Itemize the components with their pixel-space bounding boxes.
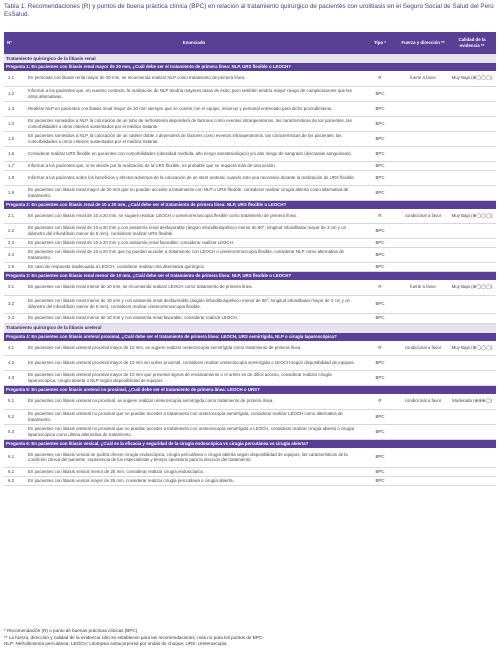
row-strength [398,131,448,146]
row-strength [398,239,448,248]
question-row [4,386,496,395]
row-statement: En pacientes con litiasis renal de 10 a 20 mm y con anatomía renal desfavorable (ángulo infundibulopélvico menor de 90°, longitud infundibular mayor de 3 cm y un diámetro del infundíbulo menor de 5 mm), considerar realizar URS flexible. [26,224,362,239]
row-strength: condicional a favor [398,394,448,409]
row-number: 2.2 [4,224,26,239]
row-number: 6.2 [4,468,26,477]
row-statement: En pacientes con litiasis renal de 10 a 20 mm, se sugiere realizar LEOCH o ureterorrenoscopia flexible como tratamiento de primera línea. [26,209,362,224]
table-row [4,371,496,386]
row-statement: Informar a los pacientes que, en nuestro contexto, la realización de NLP tendría mayores tasas de éxito, pero también tendría mayor riesgo de complicaciones que las otras alternativas. [26,86,362,101]
header-tipo: Tipo * [362,32,398,54]
row-quality [448,185,496,200]
row-statement: En pacientes con litiasis renal mayor de 20 mm que no puedan acceder a tratamiento con NLP o URS flexible, considerar realizar cirugía abierta como alternativa de tratamiento. [26,185,362,200]
table-row [4,161,496,170]
header-fuerza: Fuerza y dirección ** [398,32,448,54]
footnote-strength: ** La fuerza, dirección y calidad de la evidencia sólo se establecen para las recomendaciones, mas no para los puntos de BPC [4,634,263,640]
row-strength [398,116,448,131]
table-row [4,477,496,486]
row-quality [448,468,496,477]
row-strength [398,224,448,239]
row-quality [448,424,496,439]
row-strength [398,161,448,170]
row-strength [398,448,448,468]
row-quality [448,448,496,468]
question-row [4,333,496,341]
row-strength [398,371,448,386]
question-row [4,439,496,448]
row-quality [448,101,496,116]
table-row [4,170,496,185]
row-quality [448,313,496,323]
header-enunciado: Enunciado [26,32,362,54]
table-row [4,295,496,313]
row-number: 2.5 [4,263,26,272]
row-strength: fuerte a favor [398,71,448,86]
table-row [4,280,496,295]
row-type: BPC [362,295,398,313]
row-number: 4.1 [4,341,26,356]
table-row [4,248,496,263]
row-quality [448,295,496,313]
row-number: 6.3 [4,477,26,486]
row-type: BPC [362,101,398,116]
row-number: 3.1 [4,280,26,295]
row-strength: fuerte a favor [398,280,448,295]
row-type: R [362,209,398,224]
row-type: BPC [362,131,398,146]
row-statement: En pacientes con litiasis vesical mayor de 25 mm, considerar realizar cirugía percutánea o cirugía abierta. [26,477,362,486]
row-statement: En pacientes con litiasis renal menor de 10 mm, se recomienda realizar LEOCH como tratamiento de primera línea. [26,280,362,295]
recommendations-table [4,32,496,486]
row-type: BPC [362,146,398,161]
row-type: BPC [362,448,398,468]
row-statement: En pacientes con litiasis ureteral no proximal, se sugiere realizar ureteroscopía semirrígida como tratamiento de primera línea. [26,394,362,409]
row-type: BPC [362,424,398,439]
row-quality [448,239,496,248]
row-strength: condicional a favor [398,341,448,356]
row-strength [398,409,448,424]
row-statement: En pacientes con litiasis ureteral proximal mayor de 10 mm, se sugiere realizar ureteroscopía semirrígida como tratamiento de primera línea. [26,341,362,356]
question-text: Pregunta 5: En pacientes con litiasis ureteral no proximal, ¿Cuál debe ser el tratamiento de primera línea: LEOCH o URS? [4,386,496,395]
row-strength [398,146,448,161]
table-row [4,209,496,224]
table-row [4,409,496,424]
question-row [4,63,496,71]
row-statement: Informar a los pacientes sobre los beneficios y efectos adversos de la colocación de un stent ureteral, cuando esto sea necesario durante la realización de URS flexible. [26,170,362,185]
row-type: BPC [362,86,398,101]
row-quality [448,161,496,170]
row-number: 4.2 [4,356,26,371]
table-row [4,101,496,116]
row-quality: Muy Baja (⊕◯◯◯) [448,341,496,356]
row-quality [448,356,496,371]
row-strength [398,295,448,313]
row-quality: Moderada (⊕⊕⊕◯) [448,394,496,409]
row-strength [398,101,448,116]
row-number: 1.7 [4,161,26,170]
row-type: BPC [362,116,398,131]
table-header [4,32,496,54]
row-number: 6.1 [4,448,26,468]
section-header-row [4,323,496,333]
header-n: N° [4,32,26,54]
row-type: BPC [362,224,398,239]
row-strength [398,477,448,486]
question-row [4,200,496,209]
row-quality [448,263,496,272]
row-quality: Muy Baja (⊕◯◯◯) [448,209,496,224]
row-type: R [362,394,398,409]
row-type: BPC [362,313,398,323]
table-row [4,116,496,131]
row-type: BPC [362,248,398,263]
row-statement: Informar a los pacientes que, si se decide por la realización de la URS flexible, es probable que se requiera más de una sesión. [26,161,362,170]
row-number: 1.8 [4,170,26,185]
table-body [4,54,496,486]
row-type: BPC [362,239,398,248]
row-number: 1.9 [4,185,26,200]
table-row [4,394,496,409]
question-text: Pregunta 2: En pacientes con litiasis renal de 10 a 20 mm, ¿Cuál debe ser el tratamiento de primera línea: NLP, URS flexible o LEOCH? [4,200,496,209]
row-number: 5.1 [4,394,26,409]
row-type: BPC [362,409,398,424]
row-strength [398,313,448,323]
row-number: 3.2 [4,295,26,313]
table-row [4,146,496,161]
table-row [4,313,496,323]
row-statement: En pacientes con litiasis ureteral proximal mayor de 10 mm sin uréter proximal, considerar realizar ureteroscopía semirrígida o LEOCH según disponibilidad de equipos. [26,356,362,371]
row-type: BPC [362,477,398,486]
footnote-abbreviations: NLP: Nefrolitotomía percutánea; LEOCH: Litotripsia extracorpórea por ondas de choque; URS: Ureteroscopia [4,641,227,647]
row-type: BPC [362,161,398,170]
row-strength [398,263,448,272]
row-statement: En pacientes con litiasis vesical menor de 25 mm, considerar realizar cirugía endoscópica. [26,468,362,477]
row-strength [398,356,448,371]
row-quality: Muy Baja (⊕◯◯◯) [448,71,496,86]
row-statement: Realizar NLP en pacientes con litiasis renal mayor de 20 mm siempre que se cuente con el equipo, insumos y personal entrenado para dicho procedimiento. [26,101,362,116]
row-quality [448,477,496,486]
row-quality: Muy Baja (⊕◯◯◯) [448,280,496,295]
row-quality [448,224,496,239]
row-quality [448,248,496,263]
row-statement: Considerar realizar URS flexible en pacientes con comorbilidades (obesidad mórbida, alto riesgo anestesiológico) y/o alto riesgo de sangrado (discrasias sanguíneas). [26,146,362,161]
row-number: 4.3 [4,371,26,386]
row-type: BPC [362,371,398,386]
row-type: R [362,280,398,295]
row-statement: En pacientes con litiasis renal de 10 a 20 mm y con anatomía renal favorable, considerar realizar LEOCH. [26,239,362,248]
table-row [4,185,496,200]
section-title: Tratamiento quirúrgico de la litiasis renal [4,54,496,63]
footnote-type: * Recomendación (R) o punto de buenas prácticas clínicas (BPC) [4,628,138,633]
question-row [4,272,496,281]
row-strength [398,468,448,477]
row-number: 1.3 [4,101,26,116]
table-row [4,86,496,101]
row-number: 1.1 [4,71,26,86]
row-number: 3.3 [4,313,26,323]
row-statement: En pacientes con litiasis vesical se podría ofrecer cirugía endoscópica, cirugía percutánea o cirugía abierta según disponibilidad de equipos, las características de la condición clínica del paciente, experiencia de los especialistas y tiempo operatorio para la elección del tratamiento. [26,448,362,468]
question-text: Pregunta 4: En pacientes con litiasis ureteral proximal, ¿Cuál debe ser el tratamiento de primera línea: LEOCH, URS semirrígida, NLP o cirugía laparoscópica? [4,333,496,341]
question-text: Pregunta 6: En pacientes con litiasis vesical, ¿Cuál es la eficacia y seguridad de la cirugía endoscópica vs cirugía percutánea vs cirugía abierta? [4,439,496,448]
row-quality [448,116,496,131]
row-number: 2.4 [4,248,26,263]
row-statement: En personas con litiasis renal mayor de 20 mm, se recomienda realizar NLP como tratamiento de primera línea. [26,71,362,86]
row-quality [448,86,496,101]
table-row [4,468,496,477]
header-calidad: Calidad de la evidencia ** [448,32,496,54]
table-row [4,424,496,439]
table-footnotes [4,628,496,648]
table-row [4,239,496,248]
table-row [4,131,496,146]
row-type: BPC [362,185,398,200]
section-title: Tratamiento quirúrgico de la litiasis ureteral [4,323,496,333]
question-text: Pregunta 1: En pacientes con litiasis renal mayor de 20 mm, ¿Cuál debe ser el tratamiento de primera línea: NLP, URS flexible o LEOCH? [4,63,496,71]
row-quality [448,371,496,386]
row-quality [448,131,496,146]
table-row [4,71,496,86]
row-type: BPC [362,170,398,185]
row-statement: En pacientes con litiasis renal menor de 10 mm y con anatomía renal desfavorable (ángulo infundibulopélvico menor de 90°, longitud infundibular mayor de 3 cm y un diámetro del infundíbulo menor de 5 mm), considerar realizar ureterorrenoscopia flexible. [26,295,362,313]
row-number: 1.2 [4,86,26,101]
row-number: 1.4 [4,116,26,131]
section-header-row [4,54,496,63]
table-row [4,341,496,356]
row-number: 2.3 [4,239,26,248]
row-type: R [362,341,398,356]
row-strength: condicional a favor [398,209,448,224]
row-quality [448,146,496,161]
table-row [4,356,496,371]
row-statement: En pacientes con litiasis ureteral no proximal que no puedan acceder a tratamiento con ureteroscopía semirrígida, considerar realizar LEOCH como alternativa de tratamiento. [26,409,362,424]
row-strength [398,170,448,185]
row-number: 5.3 [4,424,26,439]
table-row [4,448,496,468]
row-statement: En pacientes sometidos a NLP, la colocación de un catéter doble J dependerá de factores como eventos intraoperatorios, las características de los pacientes, las comorbilidades u otros criterios sustentados por el médico tratante. [26,131,362,146]
row-statement: En pacientes con litiasis renal menor de 10 mm y con anatomía renal favorable, considerar realizar LEOCH. [26,313,362,323]
row-type: BPC [362,356,398,371]
row-type: BPC [362,468,398,477]
question-text: Pregunta 3: En pacientes con litiasis renal menor de 10 mm, ¿Cuál debe ser el tratamiento de primera línea: NLP, URS flexible o LEOCH? [4,272,496,281]
row-statement: En pacientes con litiasis renal de 10 a 20 mm que no puedan acceder a tratamiento con LEOCH o ureterorrenoscopia flexible, considerar NLP como alternativa de tratamiento. [26,248,362,263]
row-statement: En pacientes con litiasis ureteral proximal mayor de 10 mm que presenta signos de enclavamiento o el uréter es de difícil acceso, considerar realizar cirugía laparoscópica, cirugía abierta o NLP según disponibilidad de equipos. [26,371,362,386]
row-type: R [362,71,398,86]
row-strength [398,86,448,101]
row-strength [398,424,448,439]
row-number: 2.1 [4,209,26,224]
row-statement: En caso de respuesta inadecuada a LEOCH, considerar realizar otra alternativa quirúrgica. [26,263,362,272]
row-quality [448,409,496,424]
table-row [4,263,496,272]
row-number: 1.5 [4,131,26,146]
row-type: BPC [362,263,398,272]
row-number: 1.6 [4,146,26,161]
table-row [4,224,496,239]
row-strength [398,185,448,200]
row-quality [448,170,496,185]
row-statement: En pacientes con litiasis ureteral no proximal que no puedan acceder a tratamiento con ureteroscopía semirrígida o LEOCH, considerar realizar cirugía abierta o cirugía laparoscópica como última alternativa de tratamiento. [26,424,362,439]
row-statement: En pacientes sometidos a NLP, la colocación de un tubo de nefrostomía dependerá de factores como eventos intraoperatorios, las características de los pacientes, las comorbilidades u otros criterios sustentados por el médico tratante. [26,116,362,131]
table-caption: Tabla 1. Recomendaciones (R) y puntos de buena práctica clínica (BPC) en relación al tratamiento quirúrgico de pacientes con urolitiasis en el Seguro Social de Salud del Perú EsSalud. [4,3,494,18]
row-strength [398,248,448,263]
row-number: 5.2 [4,409,26,424]
